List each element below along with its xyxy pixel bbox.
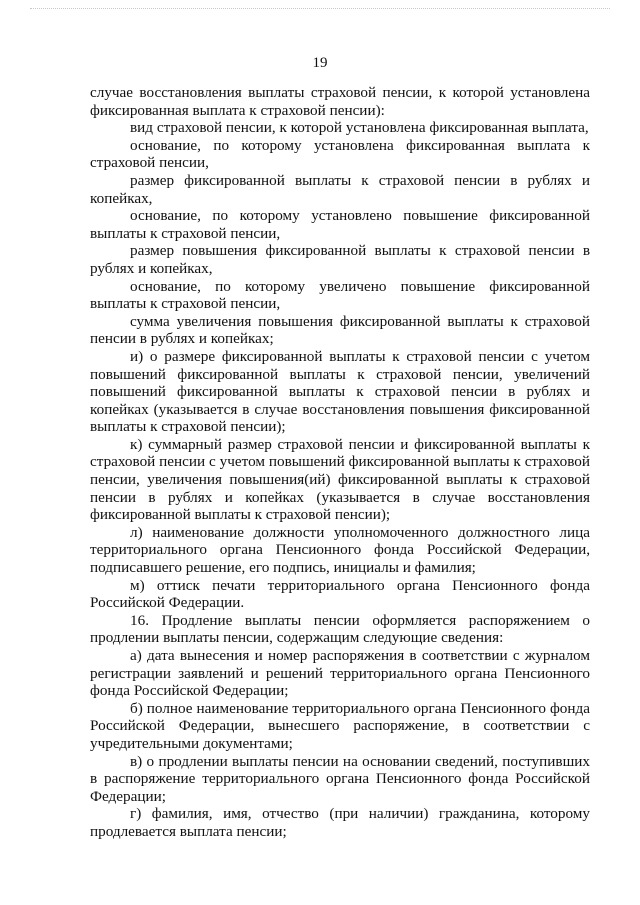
paragraph: основание, по которому установлено повышение фиксированной выплаты к страховой пенсии, bbox=[90, 207, 590, 242]
paragraph: сумма увеличения повышения фиксированной выплаты к страховой пенсии в рублях и копейках; bbox=[90, 312, 590, 348]
paragraph: случае восстановления выплаты страховой пенсии, к которой установлена фиксированная выплата к страховой пенсии): bbox=[90, 84, 590, 119]
paragraph: б) полное наименование территориального органа Пенсионного фонда Российской Федерации, вынесшего распоряжение, в соответствии с учредительными документами; bbox=[90, 699, 590, 752]
body-text bbox=[90, 84, 590, 841]
paragraph: основание, по которому установлена фиксированная выплата к страховой пенсии, bbox=[90, 136, 590, 172]
paragraph: л) наименование должности уполномоченного должностного лица территориального органа Пенсионного фонда Российской Федерации, подписавшего решение, его подпись, инициалы и фамилия; bbox=[90, 523, 590, 577]
paragraph: а) дата вынесения и номер распоряжения в соответствии с журналом регистрации заявлений и решений территориального органа Пенсионного фонда Российской Федерации; bbox=[90, 647, 590, 700]
paragraph: м) оттиск печати территориального органа Пенсионного фонда Российской Федерации. bbox=[90, 576, 590, 612]
paragraph: к) суммарный размер страховой пенсии и фиксированной выплаты к страховой пенсии с учетом повышений фиксированной выплаты к страховой пенсии, увеличения повышения(ий) фиксированной выплаты к страховой пенсии в рублях и копейках (указывается в случае восстановления фиксированной выплаты к страховой пенсии); bbox=[90, 435, 590, 524]
paragraph: 16. Продление выплаты пенсии оформляется распоряжением о продлении выплаты пенсии, содержащим следующие сведения: bbox=[90, 611, 590, 647]
page-number: 19 bbox=[312, 55, 328, 71]
paragraph: г) фамилия, имя, отчество (при наличии) гражданина, которому продлевается выплата пенсии; bbox=[90, 805, 590, 840]
paragraph: основание, по которому увеличено повышение фиксированной выплаты к страховой пенсии, bbox=[90, 277, 590, 313]
scan-edge-artifact bbox=[30, 8, 610, 13]
paragraph: вид страховой пенсии, к которой установлена фиксированная выплата, bbox=[130, 119, 589, 137]
paragraph: в) о продлении выплаты пенсии на основании сведений, поступивших в распоряжение территориального органа Пенсионного фонда Российской Федерации; bbox=[90, 752, 590, 805]
paragraph: и) о размере фиксированной выплаты к страховой пенсии с учетом повышений фиксированной выплаты к страховой пенсии, увеличений повышений фиксированной выплаты к страховой пенсии в рублях и копейках (указывается в случае восстановления повышения фиксированной выплаты к страховой пенсии); bbox=[90, 347, 590, 436]
paragraph: размер повышения фиксированной выплаты к страховой пенсии в рублях и копейках, bbox=[90, 242, 590, 277]
paragraph: размер фиксированной выплаты к страховой пенсии в рублях и копейках, bbox=[90, 171, 590, 207]
